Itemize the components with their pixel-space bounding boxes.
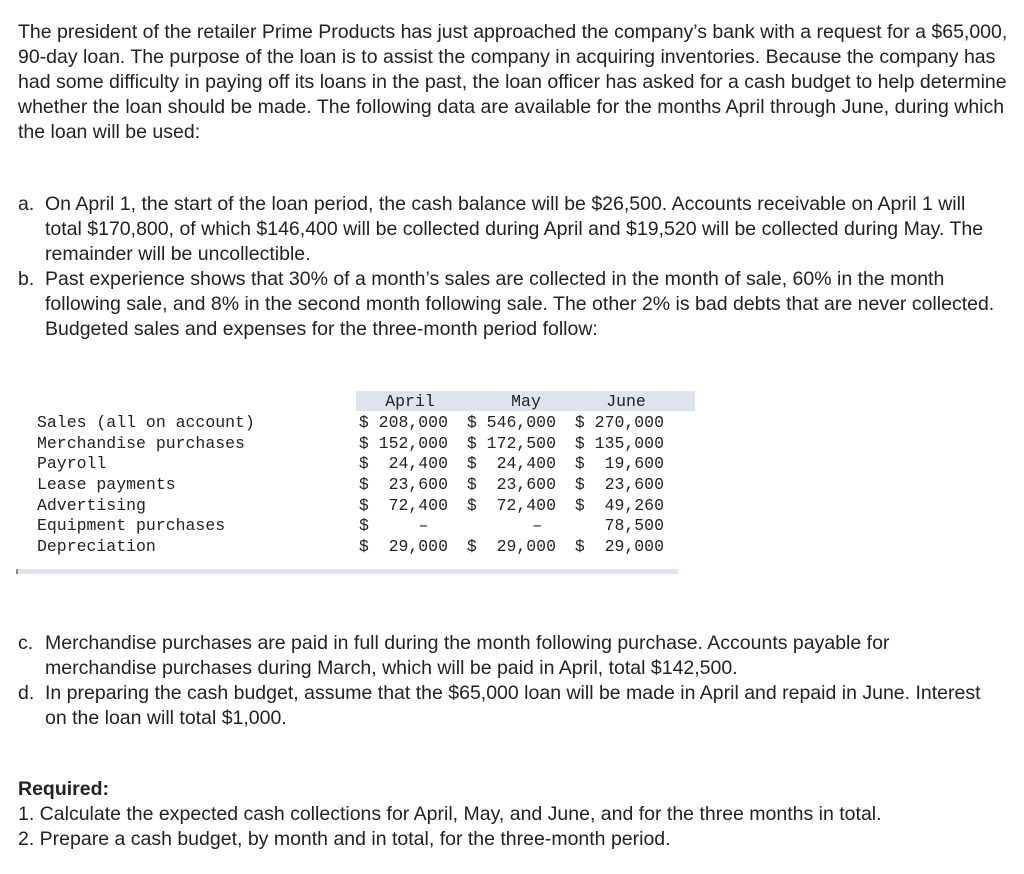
- item-c-marker: c.: [18, 632, 34, 654]
- row-label-lease-payments: Lease payments: [37, 475, 176, 494]
- cell-depreciation-june: $ 29,000: [574, 537, 664, 556]
- items-list-ab: [18, 192, 1003, 342]
- item-d-text: In preparing the cash budget, assume that the $65,000 loan will be made in April and repaid in June. Interest on the loan will total $1,000.: [45, 682, 981, 729]
- column-header-june: June: [606, 392, 646, 411]
- item-d-marker: d.: [18, 682, 35, 704]
- row-label-payroll: Payroll: [37, 454, 107, 473]
- table-bottom-rule-edge: [16, 569, 18, 574]
- cell-sales-may: $ 546,000: [466, 413, 556, 432]
- required-section: [18, 777, 1003, 852]
- cell-payroll-may: $ 24,400: [466, 454, 556, 473]
- cell-advertising-may: $ 72,400: [466, 496, 556, 515]
- cell-merchandise-june: $ 135,000: [574, 434, 664, 453]
- row-label-equipment-purchases: Equipment purchases: [37, 516, 226, 535]
- cell-sales-june: $ 270,000: [574, 413, 664, 432]
- item-b: [18, 267, 1003, 342]
- column-header-april: April: [385, 392, 435, 411]
- column-header-may: May: [511, 392, 541, 411]
- item-c: [18, 631, 1003, 681]
- row-label-advertising: Advertising: [37, 496, 146, 515]
- item-a: [18, 192, 1003, 267]
- cell-merchandise-april: $ 152,000: [358, 434, 448, 453]
- item-a-text: On April 1, the start of the loan period, the cash balance will be $26,500. Accounts receivable on April 1 will total $170,800, of which $146,400 will be collected during April and $19,520 will be collected during May. The remainder will be uncollectible.: [45, 193, 984, 265]
- cell-lease-may: $ 23,600: [466, 475, 556, 494]
- row-label-depreciation: Depreciation: [37, 537, 156, 556]
- intro-paragraph: The president of the retailer Prime Products has just approached the company’s bank with a request for a $65,000, 90-day loan. The purpose of the loan is to assist the company in acquiring inventories. Because the company has had some difficulty in paying off its loans in the past, the loan officer has asked for a cash budget to help determine whether the loan should be made. The following data are available for the months April through June, during which the loan will be used:: [18, 21, 1008, 143]
- required-heading: Required:: [18, 778, 110, 800]
- item-d: [18, 681, 1003, 731]
- items-list-cd: [18, 631, 1003, 731]
- cell-equipment-may: –: [532, 516, 542, 535]
- cell-depreciation-may: $ 29,000: [466, 537, 556, 556]
- item-b-text: Past experience shows that 30% of a month’s sales are collected in the month of sale, 60% in the month following sale, and 8% in the second month following sale. The other 2% is bad debts that are never collected. Budgeted sales and expenses for the three-month period follow:: [45, 268, 995, 340]
- cell-payroll-april: $ 24,400: [358, 454, 448, 473]
- row-label-merchandise-purchases: Merchandise purchases: [37, 434, 245, 453]
- item-a-marker: a.: [18, 193, 35, 215]
- required-item-1: 1. Calculate the expected cash collections for April, May, and June, and for the three months in total.: [18, 803, 882, 825]
- row-label-sales: Sales (all on account): [37, 413, 255, 432]
- table-bottom-rule: [16, 569, 678, 574]
- item-b-marker: b.: [18, 268, 35, 290]
- cell-lease-april: $ 23,600: [358, 475, 448, 494]
- required-item-2: 2. Prepare a cash budget, by month and in total, for the three-month period.: [18, 828, 671, 850]
- cell-advertising-june: $ 49,260: [574, 496, 664, 515]
- cell-equipment-june: 78,500: [604, 516, 664, 535]
- budget-data-table: [16, 389, 678, 575]
- cell-merchandise-may: $ 172,500: [466, 434, 556, 453]
- cell-depreciation-april: $ 29,000: [358, 537, 448, 556]
- cell-sales-april: $ 208,000: [358, 413, 448, 432]
- cell-payroll-june: $ 19,600: [574, 454, 664, 473]
- cell-equipment-april: $ –: [359, 516, 429, 535]
- item-c-text: Merchandise purchases are paid in full during the month following purchase. Accounts payable for merchandise purchases during March, which will be paid in April, total $142,500.: [45, 632, 890, 679]
- cell-advertising-april: $ 72,400: [358, 496, 448, 515]
- cell-lease-june: $ 23,600: [574, 475, 664, 494]
